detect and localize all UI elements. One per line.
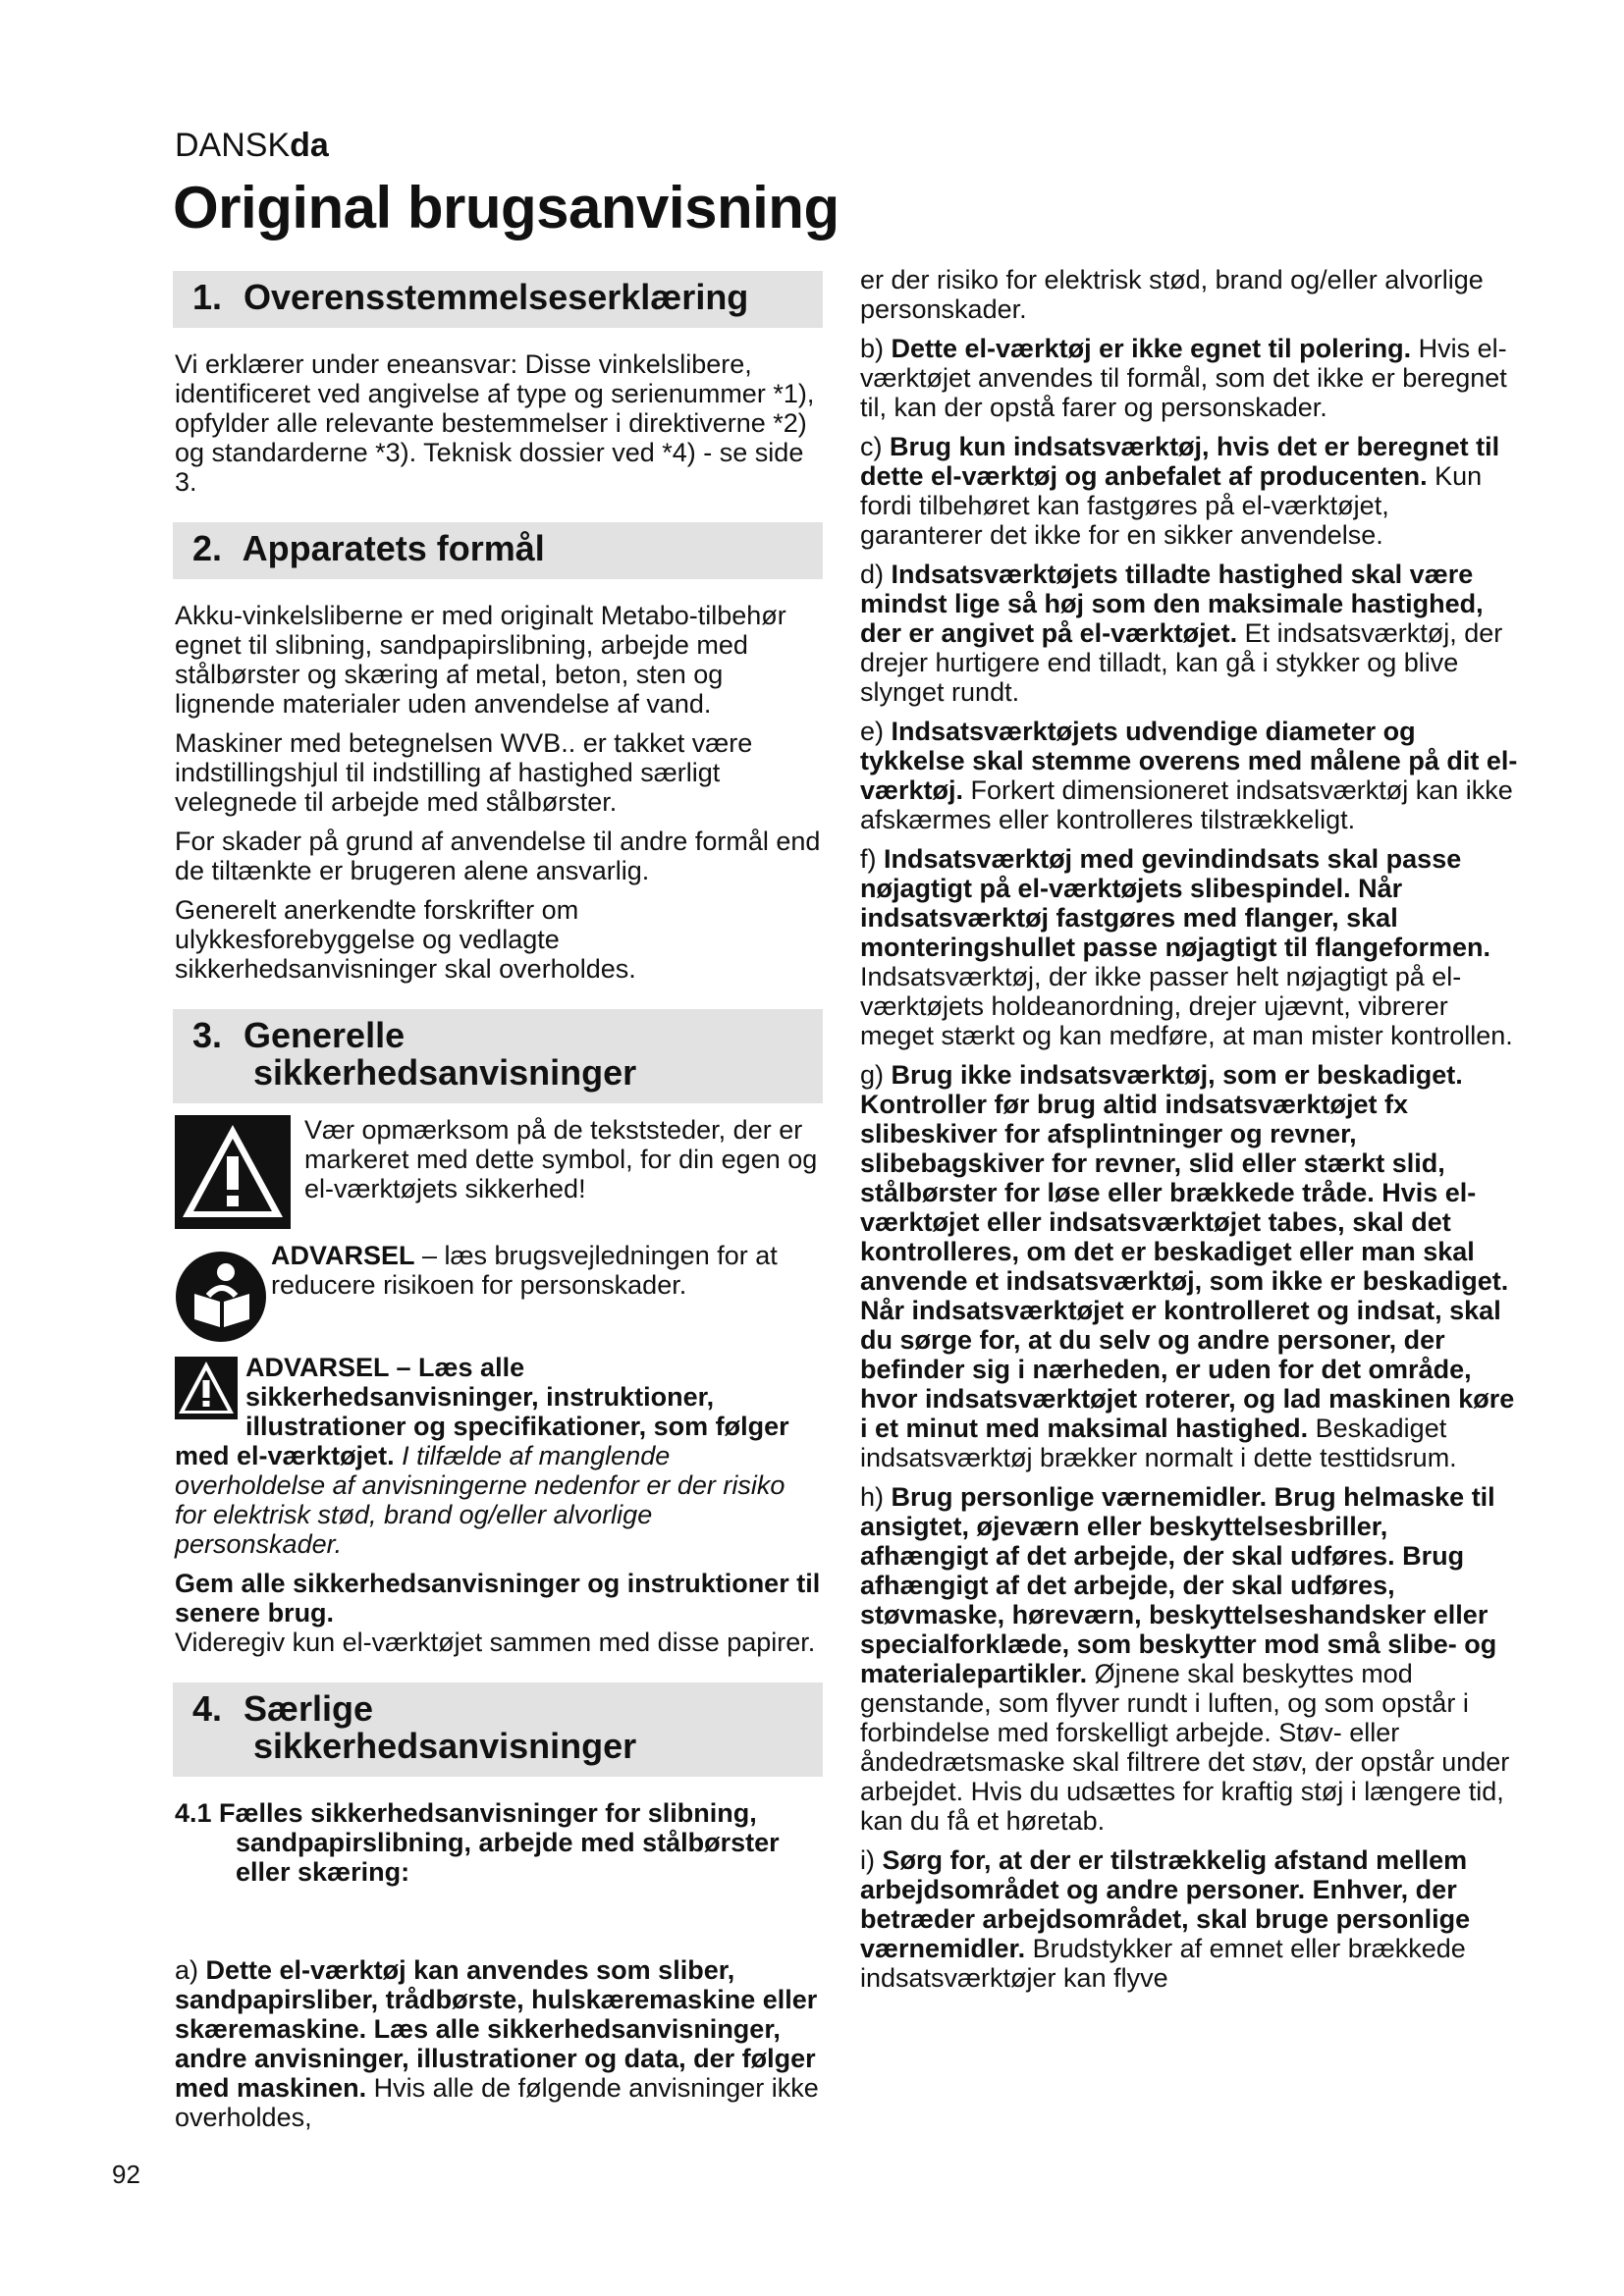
section-3-heading: 3. Generelle sikkerhedsanvisninger [173,1009,823,1103]
symbol-note-text: Vær opmærksom på de tekststeder, der er markeret med dette symbol, for din egen og el-værktøjets sikkerhed! [304,1115,818,1203]
symbol-note [175,1115,821,1229]
item-e: e) Indsatsværktøjets udvendige diameter og tykkelse skal stemme overens med målene på dit el-værktøj. Forkert dimensioneret indsatsværktøj kan ikke afskærmes eller kontrolleres tilstrækkeligt. [860,717,1518,834]
read-manual-icon [175,1251,267,1343]
page-title: Original brugsanvisning [173,175,839,240]
language-label: DANSKda [175,127,329,164]
warning-general: ADVARSEL – Læs alle sikkerhedsanvisninger, instruktioner, illustrationer og specifikationer, som følger med el-værktøjet. I tilfælde af manglende overholdelse af anvisningerne nedenfor er der risiko for elektrisk stød, brand og/eller alvorlige personskader. [175,1353,789,1559]
section-2-para-3: For skader på grund af anvendelse til andre formål end de tiltænkte er brugeren alene ansvarlig. [175,827,821,885]
section-2-heading: 2. Apparatets formål [173,522,823,579]
section-1-heading: 1. Overensstemmelseserklæring [173,271,823,328]
section-2-para-2: Maskiner med betegnelsen WVB.. er takket være indstillingshjul til indstilling af hastighed særligt velegnede til arbejde med stålbørster. [175,728,753,817]
section-2-para-4: Generelt anerkendte forskrifter om ulykkesforebyggelse og vedlagte sikkerhedsanvisninger skal overholdes. [175,895,636,984]
section-1-text: Vi erklærer under eneansvar: Disse vinkelslibere, identificeret ved angivelse af type og serienummer *1), opfylder alle relevante bestemmelser i direktiverne *2) og standarderne *3). Teknisk dossier ved *4) - se side 3. [175,349,815,497]
item-d: d) Indsatsværktøjets tilladte hastighed skal være mindst lige så høj som den maksimale hastighed, der er angivet på el-værktøjet. Et indsatsværktøj, der drejer hurtigere end tilladt, kan gå i stykker og blive slynget rundt. [860,560,1503,707]
warning-triangle-icon [175,1115,291,1229]
continued-text: er der risiko for elektrisk stød, brand og/eller alvorlige personskader. [860,265,1484,324]
section-2-para-1: Akku-vinkelsliberne er med originalt Metabo-tilbehør egnet til slibning, sandpapirslibning, arbejde med stålbørster og skæring af metal, beton, sten og lignende materialer uden anvendelse af vand. [175,601,786,719]
item-a: a) Dette el-værktøj kan anvendes som sliber, sandpapirsliber, trådbørste, hulskæremaskine eller skæremaskine. Læs alle sikkerhedsanvisninger, andre anvisninger, illustrationer og data, der følger med maskinen. Hvis alle de følgende anvisninger ikke overholdes, [175,1955,819,2132]
page-number: 92 [112,2160,140,2189]
section-4-heading: 4. Særlige sikkerhedsanvisninger [173,1682,823,1777]
left-column [175,267,821,2142]
warning-read-manual [175,1241,821,1343]
item-g: g) Brug ikke indsatsværktøj, som er beskadiget. Kontroller før brug altid indsatsværktøjet fx slibeskiver for afsplintninger og revner, slibebagskiver for revner, slid eller stærkt slid, stålbørster for løse eller brækkede tråde. Hvis el-værktøjet eller indsatsværktøjet tabes, skal det kontrolleres, om det er beskadiget eller man skal anvende et indsatsværktøj, som ikke er beskadiget. Når indsatsværktøjet er kontrolleret og indsat, skal du sørge for, at du selv og andre personer, der befinder sig i nærheden, er uden for det område, hvor indsatsværktøjet roterer, og lad maskinen køre i et minut med maksimal hastighed. Beskadiget indsatsværktøj brækker normalt i dette testtidsrum. [860,1060,1515,1472]
item-b: b) Dette el-værktøj er ikke egnet til polering. Hvis el-værktøjet anvendes til formål, som det ikke er beregnet til, kan der opstå farer og personskader. [860,334,1507,422]
item-f: f) Indsatsværktøj med gevindindsats skal passe nøjagtigt på el-værktøjets slibespindel. Når indsatsværktøj fastgøres med flanger, skal monteringshullet passe nøjagtigt til flangeformen. Indsatsværktøj, der ikke passer helt nøjagtigt på el-værktøjets holdeanordning, drejer ujævnt, vibrerer meget stærkt og kan medføre, at man mister kontrollen. [860,844,1513,1050]
item-h: h) Brug personlige værnemidler. Brug helmaske til ansigtet, øjeværn eller beskyttelsesbriller, afhængigt af det arbejde, der skal udføres. Brug afhængigt af det arbejde, der skal udføres, støvmaske, høreværn, beskyttelseshandsker eller specialforklæde, som beskytter mod små slibe- og materialepartikler. Øjnene skal beskyttes mod genstande, som flyver rundt i luften, og som opstår i forbindelse med forskelligt arbejde. Støv- eller åndedrætsmaske skal filtrere det støv, der opstår under arbejdet. Hvis du udsættes for kraftig støj i længere tid, kan du få et høretab. [860,1482,1510,1836]
pass-on-instructions: Videregiv kun el-værktøjet sammen med disse papirer. [175,1628,816,1657]
item-c: c) Brug kun indsatsværktøj, hvis det er beregnet til dette el-værktøj og anbefalet af producenten. Kun fordi tilbehøret kan fastgøres på el-værktøjet, garanterer det ikke for en sikker anvendelse. [860,432,1500,550]
keep-instructions: Gem alle sikkerhedsanvisninger og instruktioner til senere brug. [175,1569,821,1628]
warning-read-manual-text: ADVARSEL – læs brugsvejledningen for at reducere risikoen for personskader. [271,1241,778,1300]
right-column [860,265,1518,2002]
warning-triangle-small-icon [175,1357,238,1419]
item-i: i) Sørg for, at der er tilstrækkelig afstand mellem arbejdsområdet og andre personer. Enhver, der betræder arbejdsområdet, skal bruge personlige værnemidler. Brudstykker af emnet eller brækkede indsatsværktøjer kan flyve [860,1845,1471,1993]
subsection-4-1-heading: 4.1 Fælles sikkerhedsanvisninger for slibning, sandpapirslibning, arbejde med stålbørster eller skæring: [175,1798,780,1887]
